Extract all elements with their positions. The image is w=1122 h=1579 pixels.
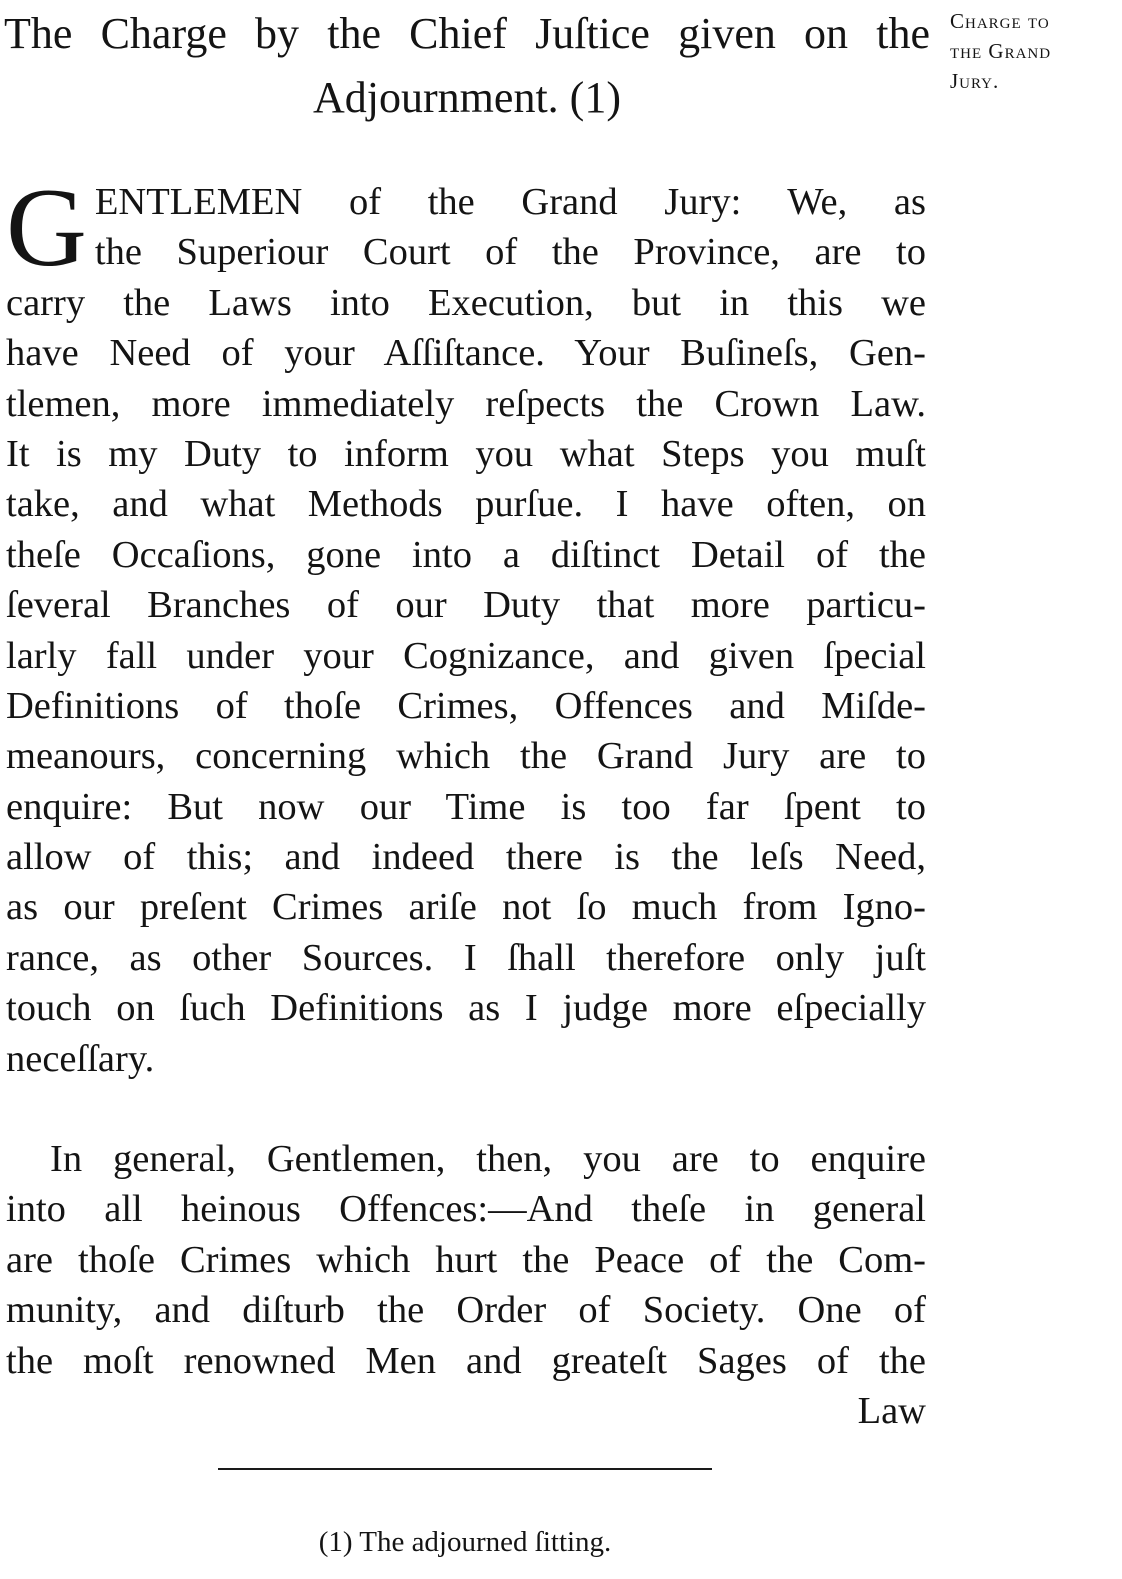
paragraph-line: carry the Laws into Execution, but in this we: [6, 281, 926, 324]
footnote-divider: [218, 1468, 712, 1470]
title-line-1: The Charge by the Chief Juſtice given on the: [4, 9, 930, 58]
marginal-note-line-1: Charge to: [950, 9, 1050, 33]
paragraph-line: rance, as other Sources. I ſhall therefore only juſt: [6, 936, 926, 979]
paragraph-line: tlemen, more immediately reſpects the Crown Law.: [6, 382, 926, 425]
paragraph-line: the Superiour Court of the Province, are to: [94, 231, 926, 274]
paragraph-line: munity, and diſturb the Order of Society. One of: [6, 1289, 926, 1332]
paragraph-line: are thoſe Crimes which hurt the Peace of the Com-: [6, 1238, 926, 1281]
title-line-2: Adjournment. (1): [313, 73, 621, 122]
marginal-note: [950, 6, 1120, 96]
footnote: (1) The adjourned ſitting.: [318, 1526, 612, 1558]
paragraph-line: theſe Occaſions, gone into a diſtinct Detail of the: [6, 533, 926, 576]
drop-cap: G: [6, 166, 87, 290]
paragraph-line: have Need of your Aſſiſtance. Your Buſineſs, Gen-: [6, 332, 926, 375]
paragraph-line: enquire: But now our Time is too far ſpent to: [6, 785, 926, 828]
page-title: [4, 2, 930, 130]
marginal-note-line-3: Jury.: [950, 69, 1000, 93]
paragraph-line: as our preſent Crimes ariſe not ſo much from Igno-: [6, 886, 926, 929]
paragraph-line: into all heinous Offences:—And theſe in general: [6, 1188, 926, 1231]
paragraph-1: [6, 166, 926, 1084]
paragraph-line: touch on ſuch Definitions as I judge more eſpecially: [6, 987, 926, 1030]
paragraph-line: larly fall under your Cognizance, and given ſpecial: [6, 634, 926, 677]
paragraph-line: neceſſary.: [6, 1037, 155, 1080]
paragraph-line: allow of this; and indeed there is the leſs Need,: [6, 836, 926, 879]
paragraph-line: In general, Gentlemen, then, you are to enquire: [50, 1138, 926, 1180]
paragraph-line: meanours, concerning which the Grand Jury are to: [6, 735, 926, 778]
marginal-note-line-2: the Grand: [950, 39, 1052, 63]
paragraph-line: Definitions of thoſe Crimes, Offences and Miſde-: [6, 684, 926, 727]
paragraph-line: ENTLEMEN of the Grand Jury: We, as: [94, 181, 926, 223]
paragraph-line: the moſt renowned Men and greateſt Sages of the: [6, 1339, 926, 1382]
paragraph-line: It is my Duty to inform you what Steps you muſt: [6, 432, 926, 475]
catchword: Law: [857, 1389, 926, 1432]
paragraph-line: ſeveral Branches of our Duty that more particu-: [6, 584, 926, 627]
paragraph-2: [6, 1134, 926, 1436]
paragraph-line: take, and what Methods purſue. I have often, on: [6, 483, 926, 526]
